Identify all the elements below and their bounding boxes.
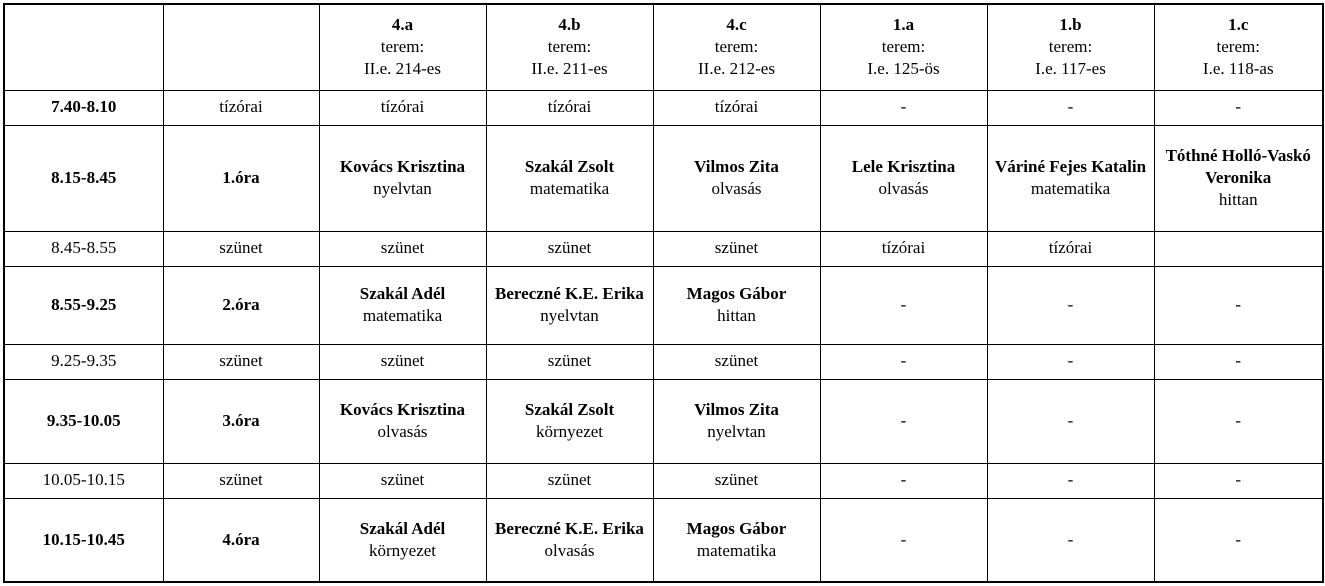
lesson-cell — [486, 344, 653, 379]
subject-name: szünet — [547, 238, 592, 258]
timetable-table — [3, 3, 1324, 583]
teacher-name: Kovács Krisztina — [339, 399, 466, 419]
lesson-cell — [820, 498, 987, 582]
period-label-bold: 1.óra — [222, 167, 260, 187]
lesson-cell — [653, 379, 820, 463]
lesson-cell — [987, 231, 1154, 266]
lesson-cell — [319, 498, 486, 582]
room-number: II.e. 211-es — [531, 59, 608, 79]
room-label: terem: — [547, 37, 592, 57]
class-name: 4.a — [391, 15, 414, 35]
lesson-cell — [319, 231, 486, 266]
header-cell-4a — [319, 4, 486, 90]
lesson-cell — [319, 463, 486, 498]
period-label-regular: tízórai — [219, 97, 263, 117]
lesson-cell — [820, 90, 987, 125]
lesson-cell — [319, 90, 486, 125]
teacher-name: Lele Krisztina — [851, 156, 956, 176]
lesson-cell — [653, 344, 820, 379]
table-row — [4, 125, 1323, 231]
lesson-cell — [653, 90, 820, 125]
teacher-name: Szakál Zsolt — [524, 156, 615, 176]
subject-name: nyelvtan — [373, 179, 432, 198]
subject-name: tízórai — [547, 97, 592, 117]
header-cell-4c — [653, 4, 820, 90]
subject-name: szünet — [714, 351, 759, 371]
table-row — [4, 344, 1323, 379]
period-cell — [163, 231, 319, 266]
lesson-cell — [987, 379, 1154, 463]
time-cell — [4, 463, 163, 498]
lesson-cell — [319, 379, 486, 463]
lesson-cell — [653, 498, 820, 582]
period-cell — [163, 90, 319, 125]
time-text-bold: 10.15-10.45 — [42, 529, 125, 549]
table-row — [4, 463, 1323, 498]
subject-name: környezet — [535, 422, 604, 441]
subject-name: tízórai — [881, 238, 926, 258]
lesson-cell — [820, 125, 987, 231]
lesson-cell — [486, 231, 653, 266]
subject-name: tízórai — [380, 97, 425, 117]
lesson-cell — [653, 463, 820, 498]
subject-name: - — [1067, 529, 1074, 549]
lesson-cell — [820, 231, 987, 266]
period-label-regular: szünet — [219, 470, 263, 490]
subject-name: szünet — [380, 470, 425, 490]
table-row — [4, 266, 1323, 344]
room-label: terem: — [1216, 37, 1260, 57]
room-label: terem: — [380, 37, 425, 57]
room-number: I.e. 125-ös — [867, 59, 940, 79]
room-number: II.e. 214-es — [364, 59, 441, 79]
time-cell — [4, 498, 163, 582]
class-name: 4.b — [558, 15, 581, 35]
time-text-regular: 8.45-8.55 — [51, 238, 117, 258]
period-cell — [163, 379, 319, 463]
subject-name: - — [1067, 294, 1074, 314]
lesson-cell — [1154, 463, 1323, 498]
subject-name: szünet — [380, 351, 425, 371]
time-cell — [4, 379, 163, 463]
lesson-cell — [1154, 266, 1323, 344]
lesson-cell — [1154, 125, 1323, 231]
subject-name: - — [1235, 97, 1242, 117]
lesson-cell — [1154, 231, 1323, 266]
subject-name: tízórai — [1048, 238, 1093, 258]
lesson-cell — [486, 90, 653, 125]
subject-name: nyelvtan — [707, 422, 766, 441]
subject-name: szünet — [714, 470, 759, 490]
teacher-name: Magos Gábor — [686, 283, 787, 303]
teacher-name: Bereczné K.E. Erika — [495, 283, 644, 303]
lesson-cell — [1154, 498, 1323, 582]
subject-name: szünet — [547, 470, 592, 490]
subject-name: matematika — [1030, 179, 1111, 198]
room-number: I.e. 117-es — [1035, 59, 1106, 79]
subject-name: - — [1235, 294, 1242, 314]
subject-name: szünet — [714, 238, 759, 258]
subject-name: - — [900, 351, 907, 371]
lesson-cell — [486, 266, 653, 344]
teacher-name: Vilmos Zita — [694, 399, 779, 419]
period-cell — [163, 498, 319, 582]
subject-name: matematika — [696, 540, 777, 560]
subject-name: olvasás — [377, 422, 428, 441]
room-number: I.e. 118-as — [1202, 59, 1274, 79]
period-cell — [163, 463, 319, 498]
subject-name: - — [900, 470, 907, 490]
teacher-name: Vilmos Zita — [694, 156, 779, 176]
lesson-cell — [820, 463, 987, 498]
subject-name: - — [1067, 410, 1074, 430]
subject-name: környezet — [368, 540, 437, 560]
lesson-cell — [987, 463, 1154, 498]
lesson-cell — [319, 125, 486, 231]
teacher-name: Tóthné Holló-Vaskó Veronika — [1165, 145, 1311, 187]
lesson-cell — [319, 344, 486, 379]
subject-name: - — [1235, 351, 1242, 371]
period-label-bold: 2.óra — [222, 294, 260, 314]
lesson-cell — [820, 266, 987, 344]
subject-name: - — [1067, 351, 1074, 371]
subject-name: hittan — [717, 306, 756, 325]
header-cell-1a — [820, 4, 987, 90]
subject-name: - — [1235, 410, 1242, 430]
table-row — [4, 90, 1323, 125]
lesson-cell — [1154, 90, 1323, 125]
class-name: 4.c — [726, 15, 747, 35]
time-cell — [4, 231, 163, 266]
header-cell-1c — [1154, 4, 1323, 90]
subject-name: - — [900, 529, 907, 549]
subject-name: szünet — [380, 238, 425, 258]
lesson-cell — [486, 125, 653, 231]
time-text-bold: 7.40-8.10 — [51, 97, 117, 117]
subject-name: nyelvtan — [540, 306, 599, 325]
teacher-name: Szakál Adél — [359, 283, 446, 303]
subject-name: - — [1067, 97, 1074, 117]
lesson-cell — [486, 379, 653, 463]
lesson-cell — [653, 231, 820, 266]
lesson-cell — [653, 266, 820, 344]
lesson-cell — [653, 125, 820, 231]
teacher-name: Magos Gábor — [686, 518, 787, 538]
header-row — [4, 4, 1323, 90]
table-row — [4, 498, 1323, 582]
teacher-name: Szakál Zsolt — [524, 399, 615, 419]
subject-name: hittan — [1218, 190, 1258, 210]
time-text-regular: 9.25-9.35 — [51, 351, 117, 371]
room-label: terem: — [1048, 37, 1093, 57]
lesson-cell — [486, 498, 653, 582]
subject-name: - — [900, 294, 907, 314]
subject-name: - — [1067, 470, 1074, 490]
lesson-cell — [987, 90, 1154, 125]
subject-name: matematika — [529, 179, 610, 198]
class-name: 1.a — [892, 15, 915, 35]
subject-name: - — [1235, 470, 1242, 490]
period-cell — [163, 125, 319, 231]
time-text-regular: 10.05-10.15 — [42, 470, 125, 490]
room-number: II.e. 212-es — [698, 59, 775, 79]
header-cell-empty-period — [163, 4, 319, 90]
subject-name: - — [900, 97, 907, 117]
room-label: terem: — [714, 37, 759, 57]
room-label: terem: — [881, 37, 926, 57]
lesson-cell — [987, 498, 1154, 582]
time-text-bold: 8.55-9.25 — [51, 294, 117, 314]
lesson-cell — [1154, 344, 1323, 379]
teacher-name: Kovács Krisztina — [339, 156, 466, 176]
time-cell — [4, 125, 163, 231]
lesson-cell — [987, 344, 1154, 379]
subject-name: olvasás — [878, 179, 929, 198]
teacher-name: Bereczné K.E. Erika — [495, 518, 644, 538]
period-label-bold: 4.óra — [222, 529, 260, 549]
lesson-cell — [987, 266, 1154, 344]
subject-name: tízórai — [714, 97, 759, 117]
time-cell — [4, 266, 163, 344]
lesson-cell — [820, 379, 987, 463]
lesson-cell — [486, 463, 653, 498]
subject-name: - — [900, 410, 907, 430]
time-text-bold: 9.35-10.05 — [46, 410, 121, 430]
class-name: 1.b — [1059, 15, 1082, 35]
header-cell-1b — [987, 4, 1154, 90]
time-cell — [4, 344, 163, 379]
table-row — [4, 231, 1323, 266]
teacher-name: Szakál Adél — [359, 518, 446, 538]
table-row — [4, 379, 1323, 463]
period-cell — [163, 266, 319, 344]
header-cell-4b — [486, 4, 653, 90]
header-cell-empty-time — [4, 4, 163, 90]
class-name: 1.c — [1228, 15, 1249, 35]
subject-name: - — [1235, 529, 1242, 549]
time-cell — [4, 90, 163, 125]
period-cell — [163, 344, 319, 379]
subject-name: olvasás — [544, 540, 595, 560]
lesson-cell — [987, 125, 1154, 231]
subject-name: szünet — [547, 351, 592, 371]
subject-name: olvasás — [711, 179, 762, 198]
lesson-cell — [319, 266, 486, 344]
period-label-regular: szünet — [219, 238, 263, 258]
lesson-cell — [820, 344, 987, 379]
teacher-name: Váriné Fejes Katalin — [994, 156, 1147, 176]
time-text-bold: 8.15-8.45 — [51, 167, 117, 187]
period-label-regular: szünet — [219, 351, 263, 371]
period-label-bold: 3.óra — [222, 410, 260, 430]
subject-name: matematika — [362, 306, 443, 325]
lesson-cell — [1154, 379, 1323, 463]
